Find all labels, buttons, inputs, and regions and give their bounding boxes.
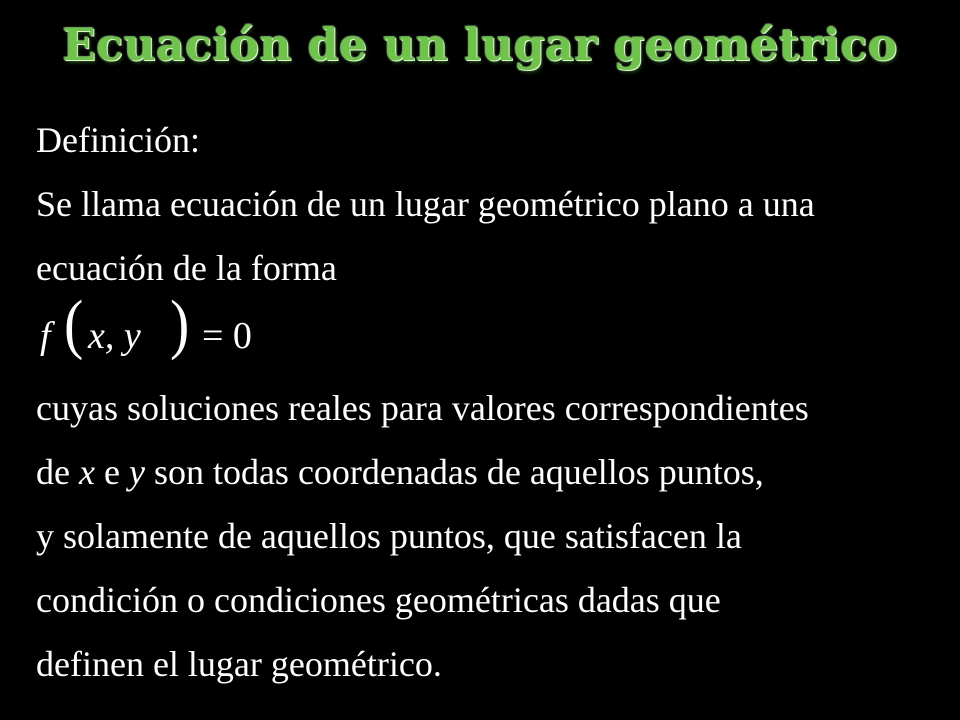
definition-heading: Definición: [36, 120, 200, 160]
formula-left-paren: ( [64, 286, 84, 361]
formula-function: f [40, 315, 51, 357]
definition-line-1: Se llama ecuación de un lugar geométrico plano a una [36, 184, 815, 224]
formula [36, 286, 936, 376]
line4-mid: e [94, 452, 129, 492]
formula-right-paren: ) [170, 286, 190, 361]
formula-arguments: x, y [88, 315, 141, 357]
definition-line-6: condición o condiciones geométricas dadas que [36, 580, 721, 620]
line4-pre: de [36, 452, 79, 492]
variable-x: x [78, 452, 95, 492]
definition-line-2: ecuación de la forma [36, 248, 337, 288]
slide-title: Ecuación de un lugar geométrico [62, 20, 898, 71]
definition-line-4 [36, 440, 936, 504]
variable-y: y [128, 452, 145, 492]
definition-line-7: definen el lugar geométrico. [36, 644, 442, 684]
slide-body [36, 108, 936, 696]
definition-line-3: cuyas soluciones reales para valores correspondientes [36, 388, 809, 428]
formula-equals-zero: = 0 [202, 315, 252, 357]
definition-line-5: y solamente de aquellos puntos, que satisfacen la [36, 516, 742, 556]
line4-post: son todas coordenadas de aquellos puntos, [144, 452, 764, 492]
